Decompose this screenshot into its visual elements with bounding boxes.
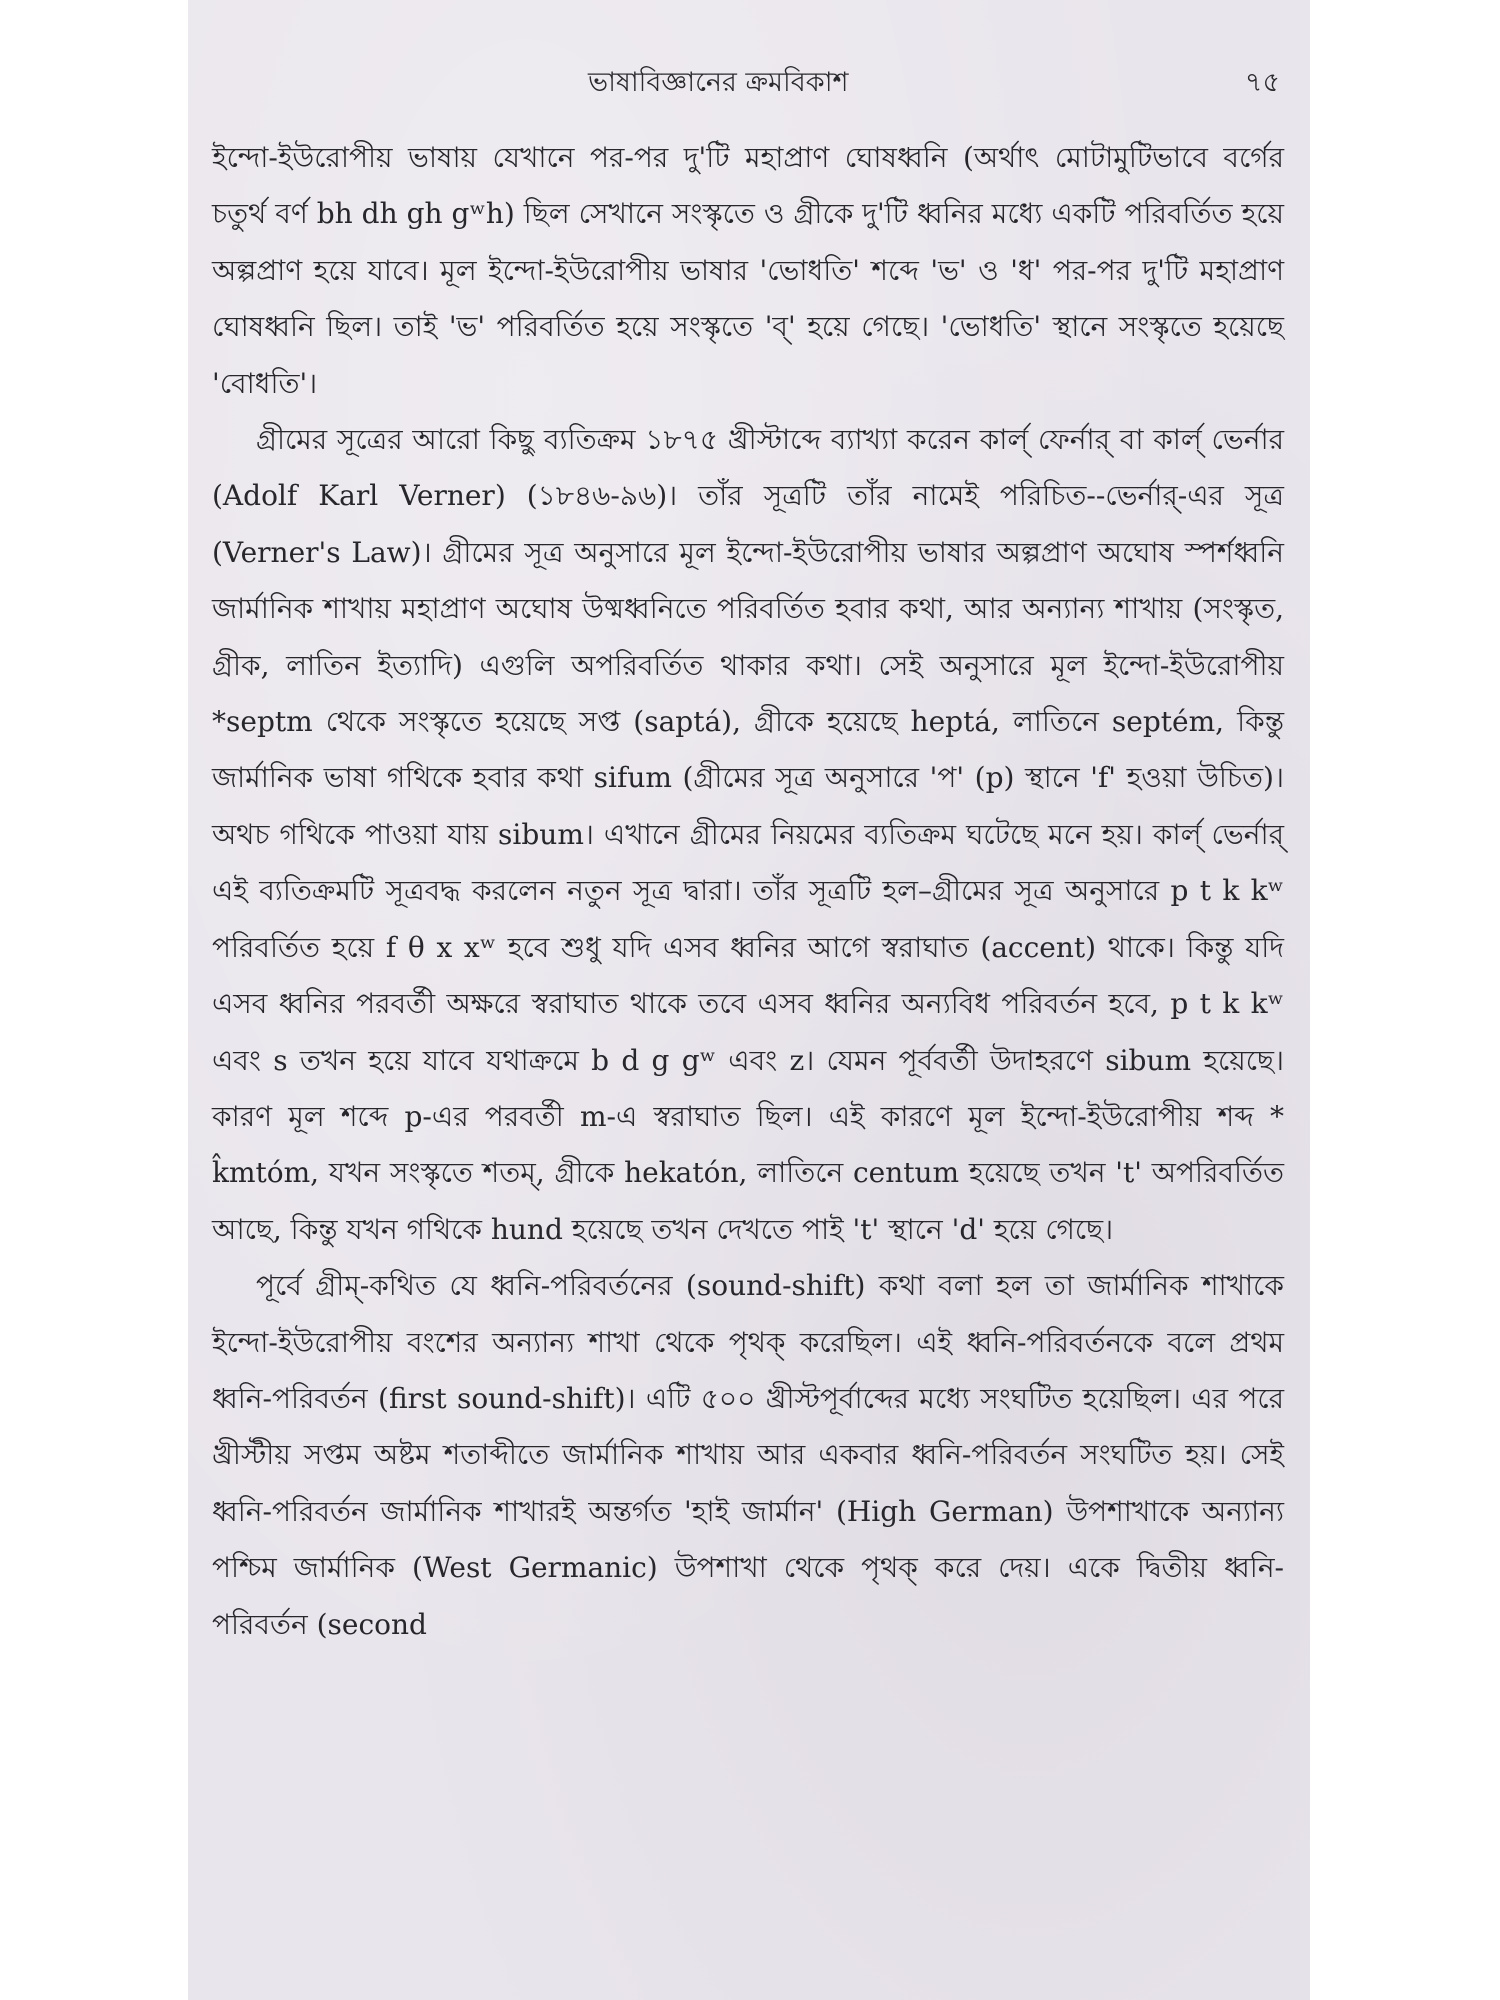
running-header — [188, 62, 1310, 102]
running-title: ভাষাবিজ্ঞানের ক্রমবিকাশ — [588, 67, 849, 98]
paragraph-continued: ইন্দো-ইউরোপীয় ভাষায় যেখানে পর-পর দু'টি মহাপ্রাণ ঘোষধ্বনি (অর্থাৎ মোটামুটিভাবে বর্গের চতুর্থ বর্ণ bh dh gh gʷh) ছিল সেখানে সংস্কৃতে ও গ্রীকে দু'টি ধ্বনির মধ্যে একটি পরিবর্তিত হয়ে অল্পপ্রাণ হয়ে যাবে। মূল ইন্দো-ইউরোপীয় ভাষার 'ভোধতি' শব্দে 'ভ' ও 'ধ' পর-পর দু'টি মহাপ্রাণ ঘোষধ্বনি ছিল। তাই 'ভ' পরিবর্তিত হয়ে সংস্কৃতে 'ব্' হয়ে গেছে। 'ভোধতি' স্থানে সংস্কৃতে হয়েছে 'বোধতি'। — [212, 141, 1284, 400]
page-number: ৭৫ — [1244, 67, 1280, 98]
paragraph-sound-shift: পূর্বে গ্রীম্-কথিত যে ধ্বনি-পরিবর্তনের (sound-shift) কথা বলা হল তা জার্মানিক শাখাকে ইন্দো-ইউরোপীয় বংশের অন্যান্য শাখা থেকে পৃথক্ করেছিল। এই ধ্বনি-পরিবর্তনকে বলে প্রথম ধ্বনি-পরিবর্তন (first sound-shift)। এটি ৫০০ খ্রীস্টপূর্বাব্দের মধ্যে সংঘটিত হয়েছিল। এর পরে খ্রীস্টীয় সপ্তম অষ্টম শতাব্দীতে জার্মানিক শাখায় আর একবার ধ্বনি-পরিবর্তন সংঘটিত হয়। সেই ধ্বনি-পরিবর্তন জার্মানিক শাখারই অন্তর্গত 'হাই জার্মান' (High German) উপশাখাকে অন্যান্য পশ্চিম জার্মানিক (West Germanic) উপশাখা থেকে পৃথক্ করে দেয়। একে দ্বিতীয় ধ্বনি-পরিবর্তন (second — [212, 1269, 1284, 1641]
book-page-scan — [188, 0, 1310, 2000]
paragraph-verners-law: গ্রীমের সূত্রের আরো কিছু ব্যতিক্রম ১৮৭৫ খ্রীস্টাব্দে ব্যাখ্যা করেন কার্ল্ ফের্নার্ বা কার্ল্ ভের্নার (Adolf Karl Verner) (১৮৪৬-৯৬)। তাঁর সূত্রটি তাঁর নামেই পরিচিত--ভের্নার্-এর সূত্র (Verner's Law)। গ্রীমের সূত্র অনুসারে মূল ইন্দো-ইউরোপীয় ভাষার অল্পপ্রাণ অঘোষ স্পর্শধ্বনি জার্মানিক শাখায় মহাপ্রাণ অঘোষ উষ্মধ্বনিতে পরিবর্তিত হবার কথা, আর অন্যান্য শাখায় (সংস্কৃত, গ্রীক, লাতিন ইত্যাদি) এগুলি অপরিবর্তিত থাকার কথা। সেই অনুসারে মূল ইন্দো-ইউরোপীয় *septm থেকে সংস্কৃতে হয়েছে সপ্ত (saptá), গ্রীকে হয়েছে heptá, লাতিনে septém, কিন্তু জার্মানিক ভাষা গথিকে হবার কথা sifum (গ্রীমের সূত্র অনুসারে 'প' (p) স্থানে 'f' হওয়া উচিত)। অথচ গথিকে পাওয়া যায় sibum। এখানে গ্রীমের নিয়মের ব্যতিক্রম ঘটেছে মনে হয়। কার্ল্ ভের্নার্ এই ব্যতিক্রমটি সূত্রবদ্ধ করলেন নতুন সূত্র দ্বারা। তাঁর সূত্রটি হল–গ্রীমের সূত্র অনুসারে p t k kʷ পরিবর্তিত হয়ে f θ x xʷ হবে শুধু যদি এসব ধ্বনির আগে স্বরাঘাত (accent) থাকে। কিন্তু যদি এসব ধ্বনির পরবর্তী অক্ষরে স্বরাঘাত থাকে তবে এসব ধ্বনির অন্যবিধ পরিবর্তন হবে, p t k kʷ এবং s তখন হয়ে যাবে যথাক্রমে b d g gʷ এবং z। যেমন পূর্ববর্তী উদাহরণে sibum হয়েছে। কারণ মূল শব্দে p-এর পরবর্তী m-এ স্বরাঘাত ছিল। এই কারণে মূল ইন্দো-ইউরোপীয় শব্দ * k̂mtóm, যখন সংস্কৃতে শতম্, গ্রীকে hekatón, লাতিনে centum হয়েছে তখন 't' অপরিবর্তিত আছে, কিন্তু যখন গথিকে hund হয়েছে তখন দেখতে পাই 't' স্থানে 'd' হয়ে গেছে। — [212, 423, 1284, 1246]
body-text — [212, 130, 1284, 1653]
